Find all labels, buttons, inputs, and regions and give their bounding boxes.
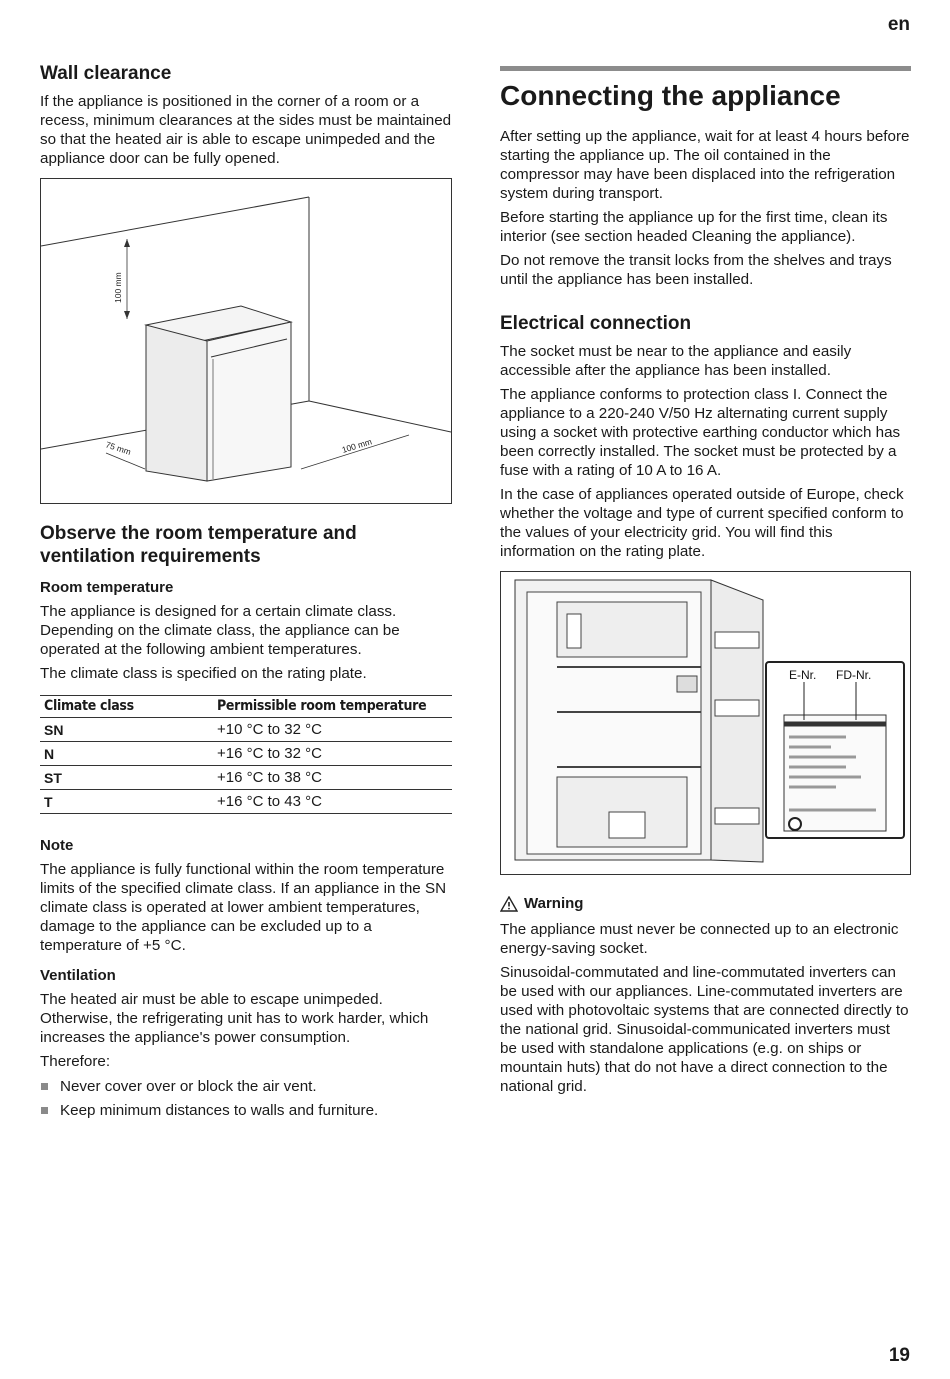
connecting-p3: Do not remove the transit locks from the shelves and trays until the appliance has been installed. (500, 252, 892, 288)
bullet-square-icon (41, 1083, 48, 1090)
warning-heading: Warning (524, 895, 584, 912)
connecting-p1: After setting up the appliance, wait for at least 4 hours before starting the appliance up. The oil contained in the compressor may have been displaced into the refrigeration system during transport. (500, 128, 910, 202)
warning-triangle-icon (500, 896, 518, 912)
list-item-text: Never cover over or block the air vent. (60, 1078, 317, 1095)
note-text: The appliance is fully functional within the room temperature limits of the specified climate class. If an appliance in the SN climate class is operated at lower ambient temperatures, damage to the appliance can be excluded up to a temperature of +5 °C. (40, 861, 447, 954)
electrical-p2: The appliance conforms to protection class I. Connect the appliance to a 220-240 V/50 Hz alternating current supply using a socket with protective earthing conductor which has been correctly installed. The socket must be protected by a fuse with a rating of 10 A to 16 A. (500, 386, 901, 479)
connecting-title: Connecting the appliance (500, 80, 841, 111)
table-header-cell: Climate class (40, 696, 213, 718)
bullet-square-icon (41, 1107, 48, 1114)
room-temp-heading: Observe the room temperature and ventilation requirements (40, 523, 357, 567)
electrical-p1: The socket must be near to the appliance and easily accessible after the appliance has been installed. (500, 343, 852, 379)
room-temp-p1: The appliance is designed for a certain climate class. Depending on the climate class, the appliance can be operated at the following ambient temperatures. (40, 603, 400, 658)
right-column (500, 66, 911, 1101)
table-cell: +16 °C to 43 °C (213, 790, 452, 814)
ventilation-heading: Ventilation (40, 967, 116, 984)
ventilation-text: The heated air must be able to escape unimpeded. Otherwise, the refrigerating unit has to work harder, which increases the appliance's power consumption. (40, 991, 429, 1046)
title-rule (500, 66, 911, 71)
dim-label-left: 75 mm (104, 439, 133, 457)
note-heading: Note (40, 837, 74, 854)
table-cell: T (40, 790, 213, 814)
connecting-p2: Before starting the appliance up for the first time, clean its interior (see section headed Cleaning the appliance). (500, 209, 888, 245)
warning-title (500, 895, 911, 912)
ventilation-therefore: Therefore: (40, 1053, 111, 1070)
warning-p1: The appliance must never be connected up to an electronic energy-saving socket. (500, 921, 899, 957)
table-row (40, 742, 452, 766)
table-cell: +16 °C to 32 °C (213, 742, 452, 766)
room-temp-p2: The climate class is specified on the rating plate. (40, 665, 367, 682)
wall-clearance-illustration (41, 179, 451, 503)
table-cell: N (40, 742, 213, 766)
fridge-rating-plate-illustration (501, 572, 910, 874)
table-header-cell: Permissible room temperature (213, 696, 452, 718)
electrical-p3: In the case of appliances operated outside of Europe, check whether the voltage and type of current specified conform to the values of your electricity grid. You will find this information on the rating plate. (500, 486, 904, 560)
table-cell: +16 °C to 38 °C (213, 766, 452, 790)
wall-clearance-figure (40, 178, 452, 504)
e-nr-label: E-Nr. (789, 668, 817, 682)
electrical-heading: Electrical connection (500, 313, 692, 334)
language-indicator: en (887, 14, 910, 35)
dim-label-right: 100 mm (340, 436, 373, 455)
rating-plate-figure (500, 571, 911, 875)
table-header-row (40, 696, 452, 718)
page-number: 19 (888, 1345, 910, 1366)
table-row (40, 718, 452, 742)
table-row (40, 766, 452, 790)
list-item (40, 1101, 452, 1120)
room-temp-subheading: Room temperature (40, 579, 174, 596)
warning-p2: Sinusoidal-commutated and line-commutated inverters can be used with our appliances. Line-commutated inverters are used with photovoltaic systems that are connected directly to the national grid. Sinusoidal-communicated inverters must be used with standalone applications (e.g. on ships or mountain huts) that do not have a direct connection to the national grid. (500, 964, 909, 1095)
list-item-text: Keep minimum distances to walls and furniture. (60, 1102, 379, 1119)
dim-label-top: 100 mm (113, 272, 123, 303)
list-item (40, 1077, 452, 1096)
wall-clearance-heading: Wall clearance (40, 63, 172, 84)
table-cell: ST (40, 766, 213, 790)
table-cell: +10 °C to 32 °C (213, 718, 452, 742)
ventilation-bullet-list (40, 1077, 452, 1120)
wall-clearance-text: If the appliance is positioned in the corner of a room or a recess, minimum clearances at the sides must be maintained so that the heated air is able to escape unimpeded and the appliance door can be fully opened. (40, 93, 452, 167)
fd-nr-label: FD-Nr. (836, 668, 872, 682)
table-cell: SN (40, 718, 213, 742)
table-row (40, 790, 452, 814)
climate-class-table (40, 695, 452, 814)
left-column (40, 62, 452, 1125)
